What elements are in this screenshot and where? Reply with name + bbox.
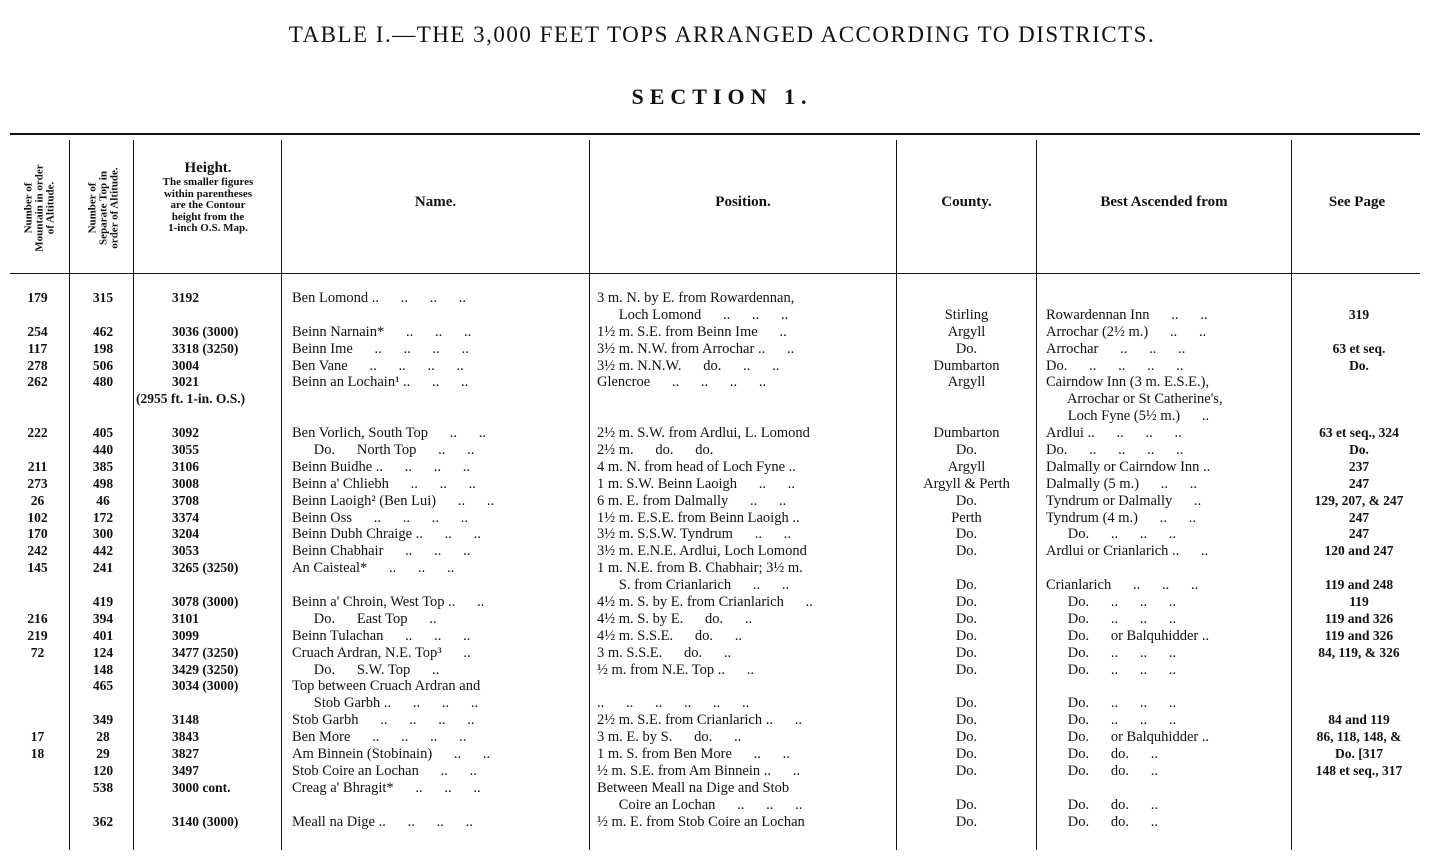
county-cell: Do.	[955, 610, 978, 627]
top-order-cell: 442	[92, 543, 114, 559]
position-cell: 3½ m. S.S.W. Tyndrum .. ..	[597, 526, 791, 543]
height-cell: 3099	[172, 627, 199, 643]
table-row	[0, 442, 1444, 459]
table-row	[0, 678, 1444, 695]
best-ascended-cell: Rowardennan Inn .. ..	[1046, 306, 1208, 323]
name-cell: Beinn Narnain* .. .. ..	[292, 323, 472, 340]
county-cell: Stirling	[944, 306, 989, 323]
best-ascended-cell: Do. .. .. ..	[1046, 644, 1177, 661]
position-cell: Loch Lomond .. .. ..	[597, 306, 789, 323]
see-page-cell: Do.	[1349, 442, 1369, 458]
name-cell: Beinn an Lochain¹ .. .. ..	[292, 374, 469, 391]
county-cell: Do.	[955, 492, 978, 509]
name-cell: Ben Vorlich, South Top .. ..	[292, 425, 486, 442]
header-mountain-order: Number of Mountain in order of Altitude.	[22, 164, 57, 252]
header-position: Position.	[715, 194, 771, 210]
mountain-order-cell: 18	[30, 746, 45, 762]
name-cell: Beinn Tulachan .. .. ..	[292, 627, 471, 644]
best-ascended-cell: Arrochar or St Catherine's,	[1046, 391, 1223, 408]
name-cell: Beinn Ime .. .. .. ..	[292, 340, 469, 357]
position-cell: 4½ m. S. by E. from Crianlarich ..	[597, 594, 813, 611]
position-cell: 1½ m. E.S.E. from Beinn Laoigh ..	[597, 509, 800, 526]
top-order-cell: 29	[96, 746, 110, 762]
table-row	[0, 476, 1444, 493]
county-cell: Do.	[955, 577, 978, 594]
see-page-cell: 119 and 326	[1324, 610, 1394, 626]
top-order-cell: 315	[92, 290, 114, 305]
table-row	[0, 695, 1444, 712]
county-cell: Argyll & Perth	[923, 475, 1010, 492]
position-cell: 3½ m. N.W. from Arrochar .. ..	[597, 340, 795, 357]
height-cell: 3477 (3250)	[172, 644, 239, 660]
header-height: Height. The smaller figures within parentheses are the Contour height from the 1-inch O.S. Map.	[162, 160, 254, 234]
table-row	[0, 628, 1444, 645]
see-page-cell: 86, 118, 148, &	[1316, 729, 1402, 745]
name-cell: Beinn Dubh Chraige .. .. ..	[292, 526, 481, 543]
county-cell: Argyll	[947, 458, 986, 475]
see-page-cell: 247	[1348, 509, 1370, 525]
height-cell: 3429 (3250)	[172, 661, 239, 677]
position-cell: 2½ m. do. do.	[597, 442, 714, 459]
table-row	[0, 341, 1444, 358]
height-cell: 3204	[172, 526, 199, 542]
best-ascended-cell: Dalmally or Cairndow Inn ..	[1046, 458, 1211, 475]
mountain-order-cell: 211	[27, 458, 48, 474]
table-top-rule	[10, 133, 1420, 135]
table-row	[0, 797, 1444, 814]
table-row	[0, 290, 1444, 307]
header-see-page: See Page	[1328, 194, 1386, 210]
name-cell: Cruach Ardran, N.E. Top³ ..	[292, 644, 471, 661]
height-cell: 3192	[172, 290, 199, 305]
county-cell: Argyll	[947, 374, 986, 391]
name-cell: Ben Vane .. .. .. ..	[292, 357, 464, 374]
name-cell: Top between Cruach Ardran and	[292, 678, 481, 695]
best-ascended-cell: Do. .. .. ..	[1046, 610, 1177, 627]
position-cell: 3 m. S.S.E. do. ..	[597, 644, 732, 661]
table-row	[0, 307, 1444, 324]
table-row	[0, 814, 1444, 831]
header-name: Name.	[414, 194, 457, 210]
county-cell: Do.	[955, 813, 978, 830]
best-ascended-cell: Cairndow Inn (3 m. E.S.E.),	[1046, 374, 1210, 391]
table-row	[0, 374, 1444, 391]
county-cell: Do.	[955, 796, 978, 813]
height-cell: 3374	[172, 509, 199, 525]
best-ascended-cell: Do. .. .. ..	[1046, 712, 1177, 729]
county-cell: Do.	[955, 762, 978, 779]
height-cell: 3106	[172, 458, 199, 474]
mountain-order-cell: 242	[27, 543, 48, 559]
name-cell: Do. North Top .. ..	[292, 442, 475, 459]
position-cell: .. .. .. .. .. ..	[597, 695, 750, 712]
height-cell: 3318 (3250)	[172, 340, 239, 356]
position-cell: 4½ m. S.S.E. do. ..	[597, 627, 743, 644]
county-cell: Argyll	[947, 323, 986, 340]
table-row	[0, 577, 1444, 594]
best-ascended-cell: Arrochar .. .. ..	[1046, 340, 1186, 357]
name-cell: Do. East Top ..	[292, 610, 437, 627]
top-order-cell: 148	[92, 661, 114, 677]
name-cell: Beinn Oss .. .. .. ..	[292, 509, 469, 526]
position-cell: 4½ m. S. by E. do. ..	[597, 610, 753, 627]
height-cell: 3092	[172, 425, 199, 441]
table-row	[0, 746, 1444, 763]
county-cell: Do.	[955, 746, 978, 763]
name-cell: Beinn a' Chliebh .. .. ..	[292, 475, 476, 492]
mountain-order-cell: 145	[27, 560, 48, 576]
name-cell: Ben Lomond .. .. .. ..	[292, 290, 466, 306]
see-page-cell: 63 et seq.	[1332, 340, 1386, 356]
mountain-order-cell: 17	[30, 729, 45, 745]
name-cell: Stob Garbh .. .. .. ..	[292, 712, 475, 729]
best-ascended-cell: Do. .. .. ..	[1046, 526, 1177, 543]
top-order-cell: 46	[96, 492, 110, 508]
position-cell: ½ m. from N.E. Top .. ..	[597, 661, 755, 678]
name-cell: Beinn Laoigh² (Ben Lui) .. ..	[292, 492, 495, 509]
mountain-order-cell: 170	[27, 526, 48, 542]
mountain-order-cell: 262	[27, 374, 48, 390]
top-order-cell: 506	[92, 357, 114, 373]
height-cell: 3004	[172, 357, 199, 373]
top-order-cell: 419	[92, 594, 114, 610]
table-row	[0, 425, 1444, 442]
mountain-order-cell: 222	[27, 425, 48, 441]
best-ascended-cell: Do. .. .. ..	[1046, 661, 1177, 678]
table-row	[0, 712, 1444, 729]
name-cell: Beinn a' Chroin, West Top .. ..	[292, 594, 485, 611]
height-cell: 3008	[172, 475, 199, 491]
best-ascended-cell: Ardlui or Crianlarich .. ..	[1046, 543, 1209, 560]
position-cell: 3½ m. N.N.W. do. .. ..	[597, 357, 780, 374]
see-page-cell: 148 et seq., 317	[1315, 762, 1403, 778]
header-best-ascended: Best Ascended from	[1100, 194, 1228, 210]
best-ascended-cell: Do. or Balquhidder ..	[1046, 729, 1210, 746]
table-row	[0, 662, 1444, 679]
best-ascended-cell: Arrochar (2½ m.) .. ..	[1046, 323, 1207, 340]
top-order-cell: 300	[92, 526, 114, 542]
best-ascended-cell: Crianlarich .. .. ..	[1046, 577, 1199, 594]
section-heading: SECTION 1.	[631, 84, 813, 109]
see-page-cell: 84 and 119	[1328, 712, 1390, 728]
see-page-cell: 237	[1348, 458, 1370, 474]
position-cell: S. from Crianlarich .. ..	[597, 577, 790, 594]
table-row	[0, 408, 1444, 425]
best-ascended-cell: Ardlui .. .. .. ..	[1046, 425, 1182, 442]
mountain-order-cell: 72	[30, 644, 45, 660]
height-cell: 3021	[172, 374, 199, 390]
mountain-order-cell: 278	[27, 357, 48, 373]
best-ascended-cell: Dalmally (5 m.) .. ..	[1046, 475, 1198, 492]
mountain-order-cell: 26	[30, 492, 45, 508]
see-page-cell: 129, 207, & 247	[1314, 492, 1404, 508]
county-cell: Perth	[951, 509, 982, 526]
height-cell: 3148	[172, 712, 199, 728]
best-ascended-cell: Do. do. ..	[1046, 746, 1158, 763]
see-page-cell: 247	[1348, 475, 1370, 491]
height-cell: 3101	[172, 610, 199, 626]
mountain-order-cell: 273	[27, 475, 48, 491]
top-order-cell: 124	[92, 644, 114, 660]
county-cell: Do.	[955, 712, 978, 729]
table-body	[0, 290, 1444, 831]
best-ascended-cell: Do. .. .. ..	[1046, 594, 1177, 611]
see-page-cell: 119	[1349, 594, 1369, 610]
county-cell: Do.	[955, 644, 978, 661]
see-page-cell: 63 et seq., 324	[1319, 425, 1399, 441]
county-cell: Do.	[955, 543, 978, 560]
position-cell: 6 m. E. from Dalmally .. ..	[597, 492, 787, 509]
top-order-cell: 440	[92, 442, 114, 458]
height-cell: 3034 (3000)	[172, 678, 239, 694]
county-cell: Do.	[955, 627, 978, 644]
see-page-cell: 119 and 248	[1324, 577, 1394, 593]
height-cell: (2955 ft. 1-in. O.S.)	[136, 391, 246, 407]
mountain-order-cell: 102	[27, 509, 48, 525]
name-cell: Stob Coire an Lochan .. ..	[292, 762, 477, 779]
table-row	[0, 510, 1444, 527]
best-ascended-cell: Do. or Balquhidder ..	[1046, 627, 1210, 644]
height-cell: 3036 (3000)	[172, 323, 239, 339]
best-ascended-cell: Tyndrum (4 m.) .. ..	[1046, 509, 1197, 526]
top-order-cell: 498	[92, 475, 114, 491]
top-order-cell: 349	[92, 712, 114, 728]
county-cell: Dumbarton	[933, 425, 1000, 442]
county-cell: Do.	[955, 340, 978, 357]
county-cell: Do.	[955, 442, 978, 459]
name-cell: Am Binnein (Stobinain) .. ..	[292, 746, 491, 763]
county-cell: Dumbarton	[933, 357, 1000, 374]
position-cell: 2½ m. S.W. from Ardlui, L. Lomond	[597, 425, 810, 442]
county-cell: Do.	[955, 526, 978, 543]
see-page-cell: 119 and 326	[1324, 627, 1394, 643]
table-row	[0, 594, 1444, 611]
table-row	[0, 560, 1444, 577]
best-ascended-cell: Do. .. .. .. ..	[1046, 357, 1184, 374]
county-cell: Do.	[955, 661, 978, 678]
name-cell: Stob Garbh .. .. .. ..	[292, 695, 479, 712]
height-cell: 3265 (3250)	[172, 560, 239, 576]
table-row	[0, 780, 1444, 797]
table-row	[0, 645, 1444, 662]
position-cell: Coire an Lochan .. .. ..	[597, 796, 803, 813]
top-order-cell: 172	[92, 509, 114, 525]
height-cell: 3000 cont.	[172, 779, 231, 795]
header-rule	[10, 273, 1420, 274]
see-page-cell: Do.	[1349, 357, 1369, 373]
table-row	[0, 763, 1444, 780]
position-cell: 3 m. N. by E. from Rowardennan,	[597, 290, 795, 306]
top-order-cell: 362	[92, 813, 114, 829]
top-order-cell: 405	[92, 425, 114, 441]
mountain-order-cell: 219	[27, 627, 48, 643]
best-ascended-cell: Do. do. ..	[1046, 796, 1158, 813]
top-order-cell: 401	[92, 627, 114, 643]
table-row	[0, 526, 1444, 543]
position-cell: 3½ m. E.N.E. Ardlui, Loch Lomond	[597, 543, 807, 560]
position-cell: 1½ m. S.E. from Beinn Ime ..	[597, 323, 787, 340]
position-cell: 3 m. E. by S. do. ..	[597, 729, 742, 746]
position-cell: 2½ m. S.E. from Crianlarich .. ..	[597, 712, 802, 729]
position-cell: Between Meall na Dige and Stob	[597, 779, 790, 796]
table-title: TABLE I.—THE 3,000 FEET TOPS ARRANGED ACCORDING TO DISTRICTS.	[288, 22, 1156, 47]
top-order-cell: 462	[92, 323, 114, 339]
top-order-cell: 465	[92, 678, 114, 694]
top-order-cell: 241	[92, 560, 114, 576]
table-row	[0, 324, 1444, 341]
height-cell: 3497	[172, 762, 199, 778]
best-ascended-cell: Do. .. .. .. ..	[1046, 442, 1184, 459]
table-row	[0, 391, 1444, 408]
name-cell: Ben More .. .. .. ..	[292, 729, 467, 746]
top-order-cell: 538	[92, 779, 114, 795]
county-cell: Do.	[955, 594, 978, 611]
see-page-cell: 120 and 247	[1324, 543, 1394, 559]
position-cell: Glencroe .. .. .. ..	[597, 374, 767, 391]
top-order-cell: 198	[92, 340, 114, 356]
county-cell: Do.	[955, 729, 978, 746]
best-ascended-cell: Loch Fyne (5½ m.) ..	[1046, 408, 1210, 425]
mountain-order-cell: 254	[27, 323, 48, 339]
top-order-cell: 28	[96, 729, 110, 745]
county-cell: Do.	[955, 695, 978, 712]
height-cell: 3140 (3000)	[172, 813, 239, 829]
height-cell: 3078 (3000)	[172, 594, 239, 610]
name-cell: An Caisteal* .. .. ..	[292, 560, 455, 577]
top-order-cell: 394	[92, 610, 114, 626]
name-cell: Meall na Dige .. .. .. ..	[292, 813, 473, 830]
header-top-order: Number of Separate Top in order of Altitude.	[86, 167, 121, 249]
best-ascended-cell: Do. do. ..	[1046, 813, 1158, 830]
mountain-order-cell: 216	[27, 610, 48, 626]
mountain-order-cell: 117	[27, 340, 48, 356]
table-row	[0, 543, 1444, 560]
table-row	[0, 493, 1444, 510]
position-cell: ½ m. E. from Stob Coire an Lochan	[597, 813, 805, 830]
see-page-cell: Do. [317	[1335, 746, 1383, 762]
top-order-cell: 385	[92, 458, 114, 474]
name-cell: Beinn Buidhe .. .. .. ..	[292, 458, 471, 475]
name-cell: Do. S.W. Top ..	[292, 661, 440, 678]
name-cell: Beinn Chabhair .. .. ..	[292, 543, 471, 560]
height-cell: 3708	[172, 492, 199, 508]
table-row	[0, 358, 1444, 375]
position-cell: 1 m. S.W. Beinn Laoigh .. ..	[597, 475, 796, 492]
best-ascended-cell: Do. .. .. ..	[1046, 695, 1177, 712]
top-order-cell: 120	[92, 762, 114, 778]
height-cell: 3827	[172, 746, 199, 762]
height-cell: 3053	[172, 543, 199, 559]
table-row	[0, 729, 1444, 746]
position-cell: 1 m. N.E. from B. Chabhair; 3½ m.	[597, 560, 803, 577]
table-row	[0, 611, 1444, 628]
height-cell: 3843	[172, 729, 199, 745]
name-cell: Creag a' Bhragit* .. .. ..	[292, 779, 481, 796]
position-cell: 4 m. N. from head of Loch Fyne ..	[597, 458, 796, 475]
see-page-cell: 247	[1348, 526, 1370, 542]
table-row	[0, 459, 1444, 476]
mountain-order-cell: 179	[27, 290, 48, 305]
position-cell: ½ m. S.E. from Am Binnein .. ..	[597, 762, 800, 779]
height-cell: 3055	[172, 442, 199, 458]
best-ascended-cell: Do. do. ..	[1046, 762, 1158, 779]
header-county: County.	[941, 194, 992, 210]
position-cell: 1 m. S. from Ben More .. ..	[597, 746, 790, 763]
top-order-cell: 480	[92, 374, 114, 390]
best-ascended-cell: Tyndrum or Dalmally ..	[1046, 492, 1202, 509]
see-page-cell: 84, 119, & 326	[1318, 644, 1400, 660]
see-page-cell: 319	[1348, 306, 1370, 322]
